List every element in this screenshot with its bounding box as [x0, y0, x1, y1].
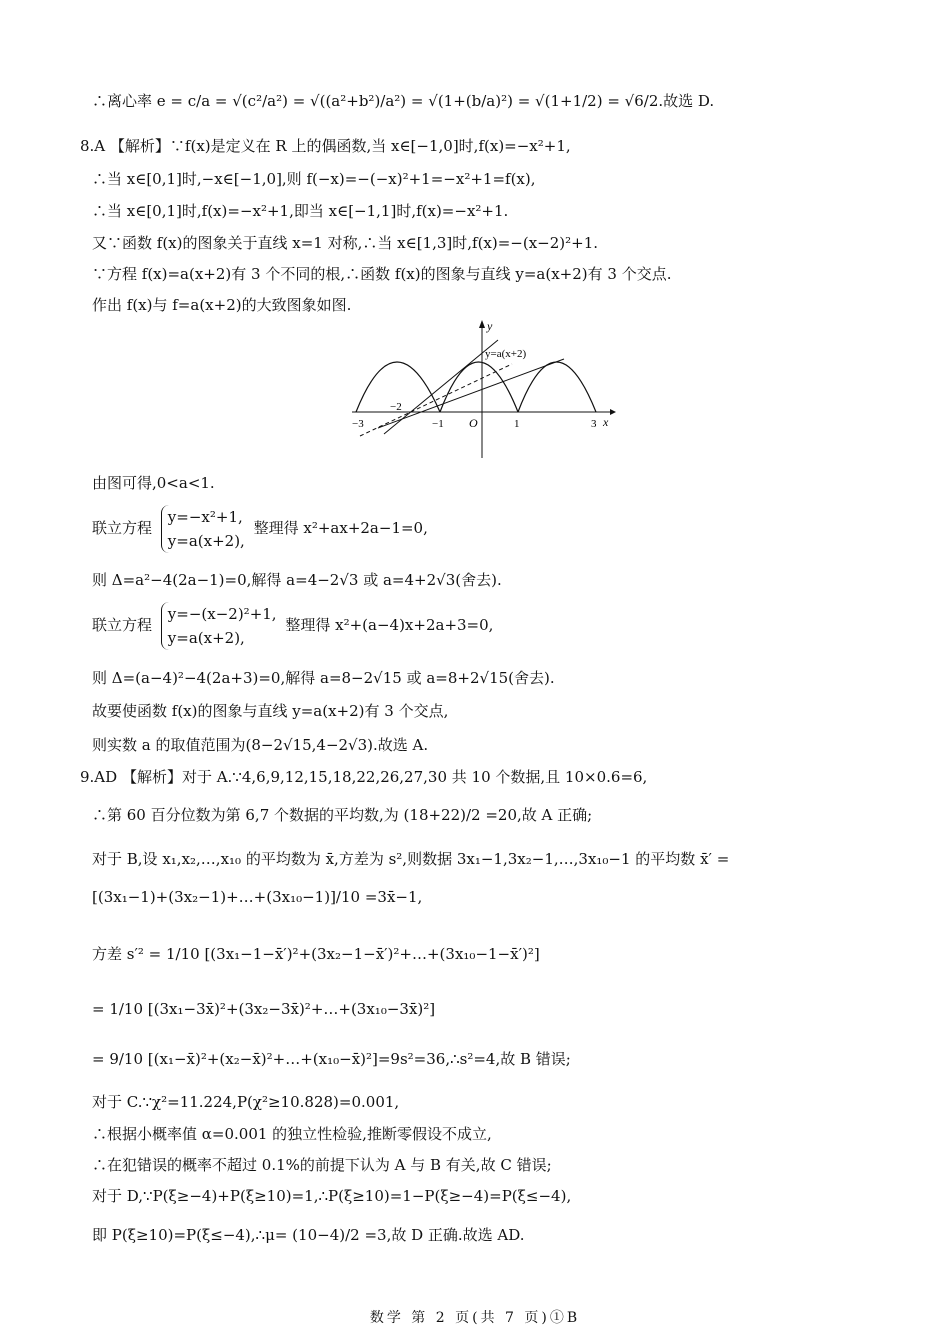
text-line [92, 571, 502, 589]
text-line [92, 265, 671, 283]
line-text: 即 P(ξ≥10)=P(ξ≤−4),∴μ= (10−4)/2 =3,故 D 正确.故选 AD. [92, 1226, 525, 1244]
x-axis-arrow [610, 409, 616, 415]
text-line [92, 888, 422, 906]
y-label: y [487, 319, 493, 333]
line-text: 由图可得,0<a<1. [92, 474, 215, 492]
x-label: x [603, 415, 609, 429]
text-line [92, 1125, 492, 1143]
tick-label: −2 [390, 401, 402, 413]
text-line [92, 296, 351, 314]
tick-label: 1 [514, 418, 520, 430]
y-axis-arrow [479, 320, 485, 328]
text-line [92, 945, 540, 963]
line-text: 对于 D,∵P(ξ≥−4)+P(ξ≥10)=1,∴P(ξ≥10)=1−P(ξ≥−4)=P(ξ≤−4), [92, 1187, 572, 1205]
system-eq: y=a(x+2), [167, 532, 245, 550]
brace-system [161, 505, 245, 553]
line-text: ∴第 60 百分位数为第 6,7 个数据的平均数,为 (18+22)/2 =20,故 A 正确; [92, 806, 593, 824]
origin-label: O [469, 416, 478, 430]
tick-label: −3 [352, 418, 364, 430]
tick-label: 3 [591, 418, 597, 430]
line-text: ∴当 x∈[0,1]时,−x∈[−1,0],则 f(−x)=−(−x)²+1=−x²+1=f(x), [92, 170, 536, 188]
line-text: ∴根据小概率值 α=0.001 的独立性检验,推断零假设不成立, [92, 1125, 492, 1143]
line-label: y=a(x+2) [485, 348, 527, 360]
line-text: 则实数 a 的取值范围为(8−2√15,4−2√3).故选 A. [92, 736, 429, 754]
line-text: 对于 B,设 x₁,x₂,…,x₁₀ 的平均数为 x̄,方差为 s²,则数据 3x₁−1,3x₂−1,…,3x₁₀−1 的平均数 x̄′ = [92, 850, 730, 868]
q9-header [80, 768, 647, 786]
arch-right [518, 362, 596, 412]
text-line [92, 474, 215, 492]
line-text: 则 Δ=(a−4)²−4(2a+3)=0,解得 a=8−2√15 或 a=8+2√15(舍去). [92, 669, 555, 687]
text-line [92, 1000, 435, 1018]
line-text: = 9/10 [(x₁−x̄)²+(x₂−x̄)²+…+(x₁₀−x̄)²]=9s²=36,∴s²=4,故 B 错误; [92, 1050, 571, 1068]
text-line [92, 736, 428, 754]
line-text: ∴在犯错误的概率不超过 0.1%的前提下认为 A 与 B 有关,故 C 错误; [92, 1156, 552, 1174]
line-text: = 1/10 [(3x₁−3x̄)²+(3x₂−3x̄)²+…+(3x₁₀−3x̄)²] [92, 1000, 436, 1018]
line-text: ∴当 x∈[0,1]时,f(x)=−x²+1,即当 x∈[−1,1]时,f(x)=−x²+1. [92, 202, 509, 220]
function-graph [348, 316, 618, 458]
text-line [92, 234, 598, 252]
text-line [92, 202, 508, 220]
system-prefix: 联立方程 [92, 519, 153, 537]
line-text: 故要使函数 f(x)的图象与直线 y=a(x+2)有 3 个交点, [92, 702, 449, 720]
line-text: 方差 s′² = 1/10 [(3x₁−1−x̄′)²+(3x₂−1−x̄′)²+…+(3x₁₀−1−x̄′)²] [92, 945, 540, 963]
line-text: 则 Δ=a²−4(2a−1)=0,解得 a=4−2√3 或 a=4+2√3(舍去). [92, 571, 502, 589]
equation-system-2 [92, 602, 493, 650]
brace-system [161, 602, 277, 650]
text-line [92, 702, 448, 720]
equation-system-1 [92, 505, 428, 553]
line-text: 作出 f(x)与 f=a(x+2)的大致图象如图. [92, 296, 352, 314]
text-line [92, 850, 729, 868]
line-text: 9.AD 【解析】对于 A.∵4,6,9,12,15,18,22,26,27,30 共 10 个数据,且 10×0.6=6, [80, 768, 648, 786]
system-suffix: 整理得 x²+ax+2a−1=0, [253, 519, 428, 537]
arch-middle [440, 362, 518, 412]
line-text: [(3x₁−1)+(3x₂−1)+…+(3x₁₀−1)]/10 =3x̄−1, [92, 888, 423, 906]
text-line [92, 806, 592, 824]
system-suffix: 整理得 x²+(a−4)x+2a+3=0, [285, 616, 494, 634]
line-text: ∴离心率 e = c/a = √(c²/a²) = √((a²+b²)/a²) = √(1+(b/a)²) = √(1+1/2) = √6/2.故选 D. [92, 92, 715, 110]
text-line [92, 1187, 571, 1205]
line-text: 对于 C.∵χ²=11.224,P(χ²≥10.828)=0.001, [92, 1093, 400, 1111]
system-prefix: 联立方程 [92, 616, 153, 634]
line-text: ∵方程 f(x)=a(x+2)有 3 个不同的根,∴函数 f(x)的图象与直线 y=a(x+2)有 3 个交点. [92, 265, 672, 283]
text-line [92, 1050, 571, 1068]
text-line [92, 1093, 399, 1111]
text-line [92, 1226, 525, 1244]
system-eq: y=−x²+1, [167, 508, 243, 526]
system-eq: y=−(x−2)²+1, [167, 605, 277, 623]
text-line [92, 1156, 552, 1174]
tick-label: −1 [432, 418, 444, 430]
text-line [92, 669, 555, 687]
q8-header [80, 137, 571, 155]
page-footer: 数学 第 2 页(共 7 页)①B [369, 1310, 581, 1326]
eccentricity-line [92, 92, 714, 110]
line-text: 8.A 【解析】∵f(x)是定义在 R 上的偶函数,当 x∈[−1,0]时,f(x)=−x²+1, [80, 137, 571, 155]
system-eq: y=a(x+2), [167, 629, 245, 647]
line-text: 又∵函数 f(x)的图象关于直线 x=1 对称,∴当 x∈[1,3]时,f(x)=−(x−2)²+1. [92, 234, 599, 252]
text-line [92, 170, 536, 188]
